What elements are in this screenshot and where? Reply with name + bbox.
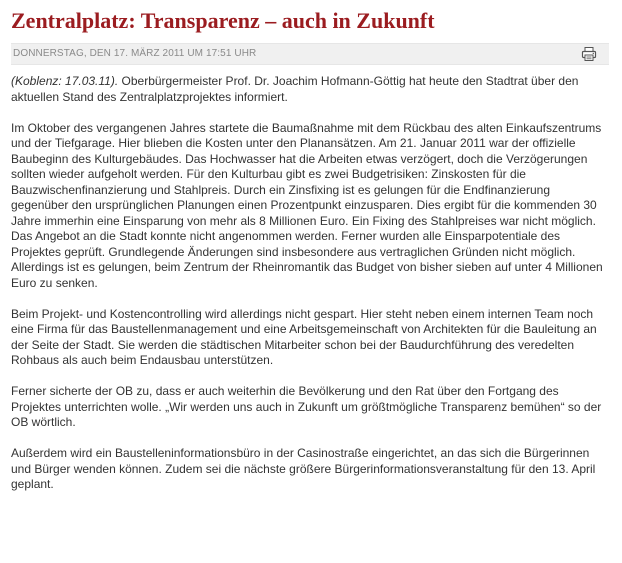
print-button[interactable] xyxy=(581,46,597,62)
body-paragraph: Beim Projekt- und Kostencontrolling wird allerdings nicht gespart. Hier steht neben einem internen Team noch eine Firma für das Baustellenmanagement und eine Arbeitsgemeinschaft von Architekten für die Bauleitung an der Seite der Stadt. Sie werden die städtischen Mitarbeiter schon bei der Baudurchführung des veredelten Rohbaus als auch beim Endausbau unterstützen. xyxy=(11,306,597,367)
article xyxy=(11,0,609,508)
article-body xyxy=(11,74,609,493)
lead-paragraph xyxy=(11,74,609,105)
lead-text: Oberbürgermeister Prof. Dr. Joachim Hofmann-Göttig hat heute den Stadtrat über den aktuellen Stand des Zentralplatzprojektes informiert. xyxy=(11,74,579,104)
dateline: (Koblenz: 17.03.11). xyxy=(11,74,119,88)
body-paragraph: Ferner sicherte der OB zu, dass er auch weiterhin die Bevölkerung und den Rat über den Fortgang des Projektes unterrichten wolle. „Wir werden uns auch in Zukunft um größtmögliche Transparenz bemühen“ so der OB wörtlich. xyxy=(11,384,602,429)
article-title: Zentralplatz: Transparenz – auch in Zukunft xyxy=(11,8,435,33)
publish-date: DONNERSTAG, DEN 17. MÄRZ 2011 UM 17:51 UHR xyxy=(13,48,257,59)
body-paragraph: Im Oktober des vergangenen Jahres startete die Baumaßnahme mit dem Rückbau des alten Einkaufszentrums und der Tiefgarage. Hier blieben die Kosten unter den Planansätzen. Am 21. Januar 2011 war der offizielle Baubeginn des Kulturgebäudes. Das Hochwasser hat die Arbeiten etwas verzögert, doch die Verzögerungen sollten wieder aufgeholt werden. Für den Kulturbau gibt es zwei Budgetrisiken: Zinskosten für die Bauzwischenfinanzierung und Stahlpreis. Durch ein Zinsfixing ist es gelungen für die Endfinanzierung gegenüber den ursprünglichen Planungen einen Prozentpunkt einzusparen. Dies ergibt für die kommenden 30 Jahre immerhin eine Einsparung von mehr als 8 Millionen Euro. Ein Fixing des Stahlpreises war nicht möglich. Das Angebot an die Stadt konnte nicht angenommen werden. Ferner wurden alle Einsparpotentiale des Projektes geprüft. Grundlegende Änderungen sind insbesondere aus vertraglichen Gründen nicht möglich. Allerdings ist es gelungen, beim Zentrum der Rheinromantik das Budget von bisher sieben auf unter 4 Millionen Euro zu senken. xyxy=(11,120,603,290)
printer-icon xyxy=(581,46,597,62)
body-paragraph: Außerdem wird ein Baustelleninformationsbüro in der Casinostraße eingerichtet, an das sich die Bürgerinnen und Bürger wenden können. Zudem sei die nächste größere Bürgerinformationsveranstaltung für den 13. April geplant. xyxy=(11,446,596,491)
article-meta-bar xyxy=(11,43,609,65)
